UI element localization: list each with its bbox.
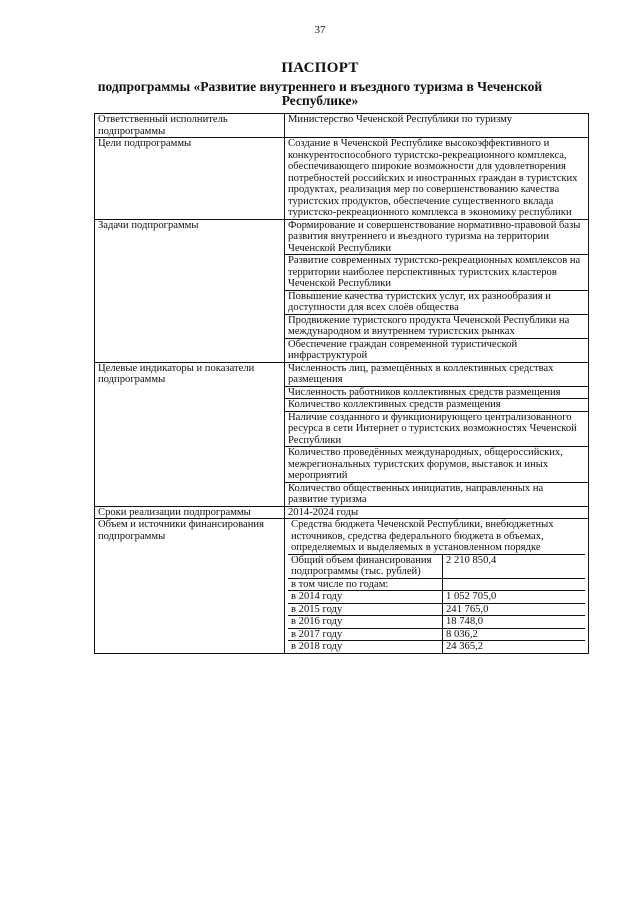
year-label: в 2016 году bbox=[288, 616, 443, 629]
year-label: в 2018 году bbox=[288, 641, 443, 653]
indicators-label: Целевые индикаторы и показатели подпрограммы bbox=[95, 362, 285, 506]
financing-table bbox=[288, 554, 585, 653]
goals-label: Цели подпрограммы bbox=[95, 138, 285, 220]
year-value: 24 365,2 bbox=[443, 641, 586, 653]
task-item: Повышение качества туристских услуг, их разнообразия и доступности для всех слоёв общества bbox=[285, 290, 589, 314]
indicator-item: Численность лиц, размещённых в коллективных средствах размещения bbox=[285, 362, 589, 386]
year-value: 1 052 705,0 bbox=[443, 591, 586, 604]
financing-cell bbox=[285, 519, 589, 654]
row-goals bbox=[95, 138, 589, 220]
financing-by-years-label: в том числе по годам: bbox=[288, 578, 443, 591]
financing-year-row bbox=[288, 591, 585, 604]
page-number: 37 bbox=[314, 24, 326, 36]
financing-year-row bbox=[288, 603, 585, 616]
year-label: в 2015 году bbox=[288, 603, 443, 616]
financing-by-years-row bbox=[288, 578, 585, 591]
indicator-item: Количество коллективных средств размещения bbox=[285, 399, 589, 412]
task-item: Формирование и совершенствование нормативно-правовой базы развития внутреннего и въездного туризма на территории Чеченской Республики bbox=[285, 219, 589, 255]
passport-table bbox=[94, 113, 589, 654]
task-item: Продвижение туристского продукта Чеченской Республики на международном и внутреннем туристских рынках bbox=[285, 314, 589, 338]
year-label: в 2017 году bbox=[288, 628, 443, 641]
financing-by-years-empty bbox=[443, 578, 586, 591]
executor-value: Министерство Чеченской Республики по туризму bbox=[285, 114, 589, 138]
row-indicator bbox=[95, 362, 589, 386]
financing-year-row bbox=[288, 616, 585, 629]
task-item: Обеспечение граждан современной туристической инфраструктурой bbox=[285, 338, 589, 362]
year-label: в 2014 году bbox=[288, 591, 443, 604]
indicator-item: Количество проведённых международных, общероссийских, межрегиональных туристских форумов, выставок и иных мероприятий bbox=[285, 447, 589, 483]
tasks-label: Задачи подпрограммы bbox=[95, 219, 285, 362]
terms-label: Сроки реализации подпрограммы bbox=[95, 506, 285, 519]
financing-label: Объем и источники финансирования подпрограммы bbox=[95, 519, 285, 654]
task-item: Развитие современных туристско-рекреационных комплексов на территории наиболее перспективных туристских кластеров Чеченской Республики bbox=[285, 255, 589, 291]
row-terms bbox=[95, 506, 589, 519]
terms-value: 2014-2024 годы bbox=[285, 506, 589, 519]
goals-value: Создание в Чеченской Республике высокоэффективного и конкурентоспособного туристско-рекреационного комплекса, обеспечивающего широкие возможности для удовлетворения потребностей российских и иностранных граждан в туристских продуктах, реализация мер по совершенствованию качества туристских продуктов, обеспечение существенного вклада туристско-рекреационного комплекса в экономику республики bbox=[285, 138, 589, 220]
financing-total-label: Общий объем финансирования подпрограммы (тыс. рублей) bbox=[288, 554, 443, 578]
document-subtitle: подпрограммы «Развитие внутреннего и въездного туризма в Чеченской Республике» bbox=[97, 79, 543, 108]
year-value: 8 036,2 bbox=[443, 628, 586, 641]
indicator-item: Наличие созданного и функционирующего централизованного ресурса в сети Интернет о туристских возможностях Чеченской Республики bbox=[285, 411, 589, 447]
indicator-item: Количество общественных инициатив, направленных на развитие туризма bbox=[285, 482, 589, 506]
indicator-item: Численность работников коллективных средств размещения bbox=[285, 386, 589, 399]
financing-total-row bbox=[288, 554, 585, 578]
financing-total-value: 2 210 850,4 bbox=[443, 554, 586, 578]
financing-year-row bbox=[288, 628, 585, 641]
financing-sources: Средства бюджета Чеченской Республики, внебюджетных источников, средства федерального бюджета в объемах, определяемых и выделяемых в установленном порядке bbox=[291, 519, 554, 553]
year-value: 241 765,0 bbox=[443, 603, 586, 616]
row-task bbox=[95, 219, 589, 255]
document-title: ПАСПОРТ bbox=[281, 60, 359, 76]
row-executor bbox=[95, 114, 589, 138]
year-value: 18 748,0 bbox=[443, 616, 586, 629]
row-financing bbox=[95, 519, 589, 654]
financing-year-row bbox=[288, 641, 585, 653]
executor-label: Ответственный исполнитель подпрограммы bbox=[95, 114, 285, 138]
